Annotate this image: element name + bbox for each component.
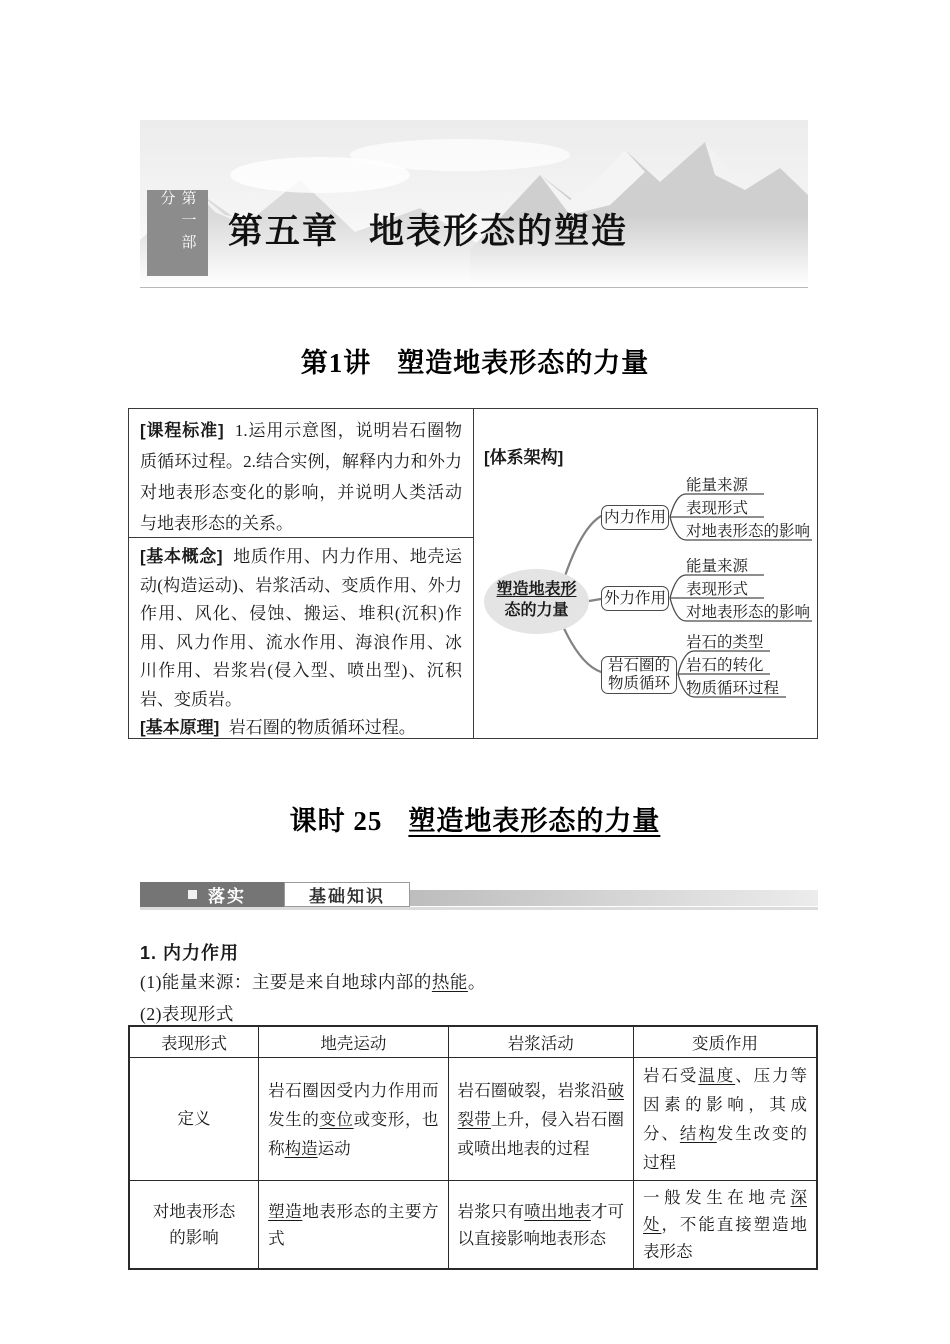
mountain-banner-image bbox=[140, 120, 808, 283]
section-1-heading: 1. 内力作用 bbox=[140, 943, 240, 963]
mindmap-leaf: 对地表形态的影响 bbox=[686, 604, 811, 621]
table-header: 表现形式 bbox=[129, 1026, 259, 1058]
section-band bbox=[140, 882, 818, 908]
table-header-row bbox=[129, 1026, 817, 1058]
table-cell: 一般发生在地壳深处，不能直接塑造地表形态 bbox=[634, 1181, 818, 1270]
table-cell: 岩石圈破裂，岩浆沿破裂带上升，侵入岩石圈或喷出地表的过程 bbox=[448, 1058, 633, 1181]
table-row-influence bbox=[129, 1181, 817, 1270]
mindmap-leaf: 能量来源 bbox=[686, 558, 749, 575]
overview-box bbox=[128, 408, 818, 739]
table-header: 变质作用 bbox=[634, 1026, 818, 1058]
band-gradient-bar bbox=[410, 890, 818, 906]
band-tab-implement-label: 落实 bbox=[208, 887, 246, 906]
mindmap-leaf: 对地表形态的影响 bbox=[686, 523, 811, 540]
mindmap-leaf: 能量来源 bbox=[686, 477, 749, 494]
overview-left-column bbox=[129, 409, 474, 738]
mindmap-leaf: 表现形式 bbox=[686, 581, 749, 598]
part-tab-label: 第一部分 bbox=[158, 190, 197, 256]
square-bullet-icon bbox=[188, 890, 197, 899]
mindmap-leaf: 表现形式 bbox=[686, 500, 749, 517]
curriculum-standard-cell bbox=[129, 409, 473, 538]
basic-concepts-cell bbox=[129, 538, 473, 743]
part-tab bbox=[147, 190, 208, 276]
chapter-banner bbox=[140, 120, 808, 283]
banner-divider-line bbox=[140, 287, 808, 288]
mindmap-node-external-forces: 外力作用 bbox=[601, 586, 669, 611]
row-label: 对地表形态 的影响 bbox=[129, 1181, 259, 1270]
energy-source-paragraph: (1)能量来源：主要是来自地球内部的热能。 bbox=[140, 972, 486, 992]
table-cell: 岩石圈因受内力作用而发生的变位或变形，也称构造运动 bbox=[259, 1058, 448, 1181]
architecture-label: [体系架构] bbox=[484, 448, 564, 467]
table-header: 地壳运动 bbox=[259, 1026, 448, 1058]
mindmap-leaf: 岩石的类型 bbox=[686, 634, 764, 651]
mindmap-node-rock-cycle: 岩石圈的 物质循环 bbox=[601, 656, 677, 694]
basic-concepts-text: 地质作用、内力作用、地壳运动(构造运动)、岩浆活动、变质作用、外力作用、风化、侵蚀、搬运、堆积(沉积)作用、风力作用、流水作用、海浪作用、冰川作用、岩浆岩(侵入型、喷出型)、沉积岩、变质岩。 bbox=[140, 547, 462, 709]
band-tab-implement bbox=[140, 882, 284, 907]
architecture-cell bbox=[474, 409, 817, 738]
table-row-definition bbox=[129, 1058, 817, 1181]
curriculum-standard-text: 1.运用示意图，说明岩石圈物质循环过程。2.结合实例，解释内力和外力对地表形态变化的影响，并说明人类活动与地表形态的关系。 bbox=[140, 421, 462, 533]
session-heading: 课时 25 塑造地表形态的力量 bbox=[289, 806, 661, 836]
band-under-rule bbox=[140, 907, 818, 910]
mindmap-node-internal-forces: 内力作用 bbox=[601, 505, 669, 530]
table-cell: 塑造地表形态的主要方式 bbox=[259, 1181, 448, 1270]
internal-forces-table bbox=[128, 1025, 818, 1270]
basic-concepts-label: [基本概念] bbox=[140, 547, 223, 566]
table-header: 岩浆活动 bbox=[448, 1026, 633, 1058]
band-tab-basics-label: 基础知识 bbox=[309, 887, 385, 906]
mindmap-leaf: 物质循环过程 bbox=[686, 680, 780, 697]
table-cell: 岩石受温度、压力等因素的影响，其成分、结构发生改变的过程 bbox=[634, 1058, 818, 1181]
manifestation-paragraph: (2)表现形式 bbox=[140, 1004, 234, 1024]
mindmap-leaf: 岩石的转化 bbox=[686, 657, 764, 674]
chapter-title: 第五章 地表形态的塑造 bbox=[228, 212, 629, 251]
table-cell: 岩浆只有喷出地表才可以直接影响地表形态 bbox=[448, 1181, 633, 1270]
basic-principles-text: 岩石圈的物质循环过程。 bbox=[228, 718, 416, 737]
mindmap-center-node: 塑造地表形 态的力量 bbox=[484, 569, 589, 634]
lecture-heading: 第1讲 塑造地表形态的力量 bbox=[300, 348, 650, 378]
curriculum-standard-label: [课程标准] bbox=[140, 421, 224, 440]
band-tab-basics bbox=[284, 882, 410, 907]
basic-principles-label: [基本原理] bbox=[140, 718, 220, 737]
row-label: 定义 bbox=[129, 1058, 259, 1181]
